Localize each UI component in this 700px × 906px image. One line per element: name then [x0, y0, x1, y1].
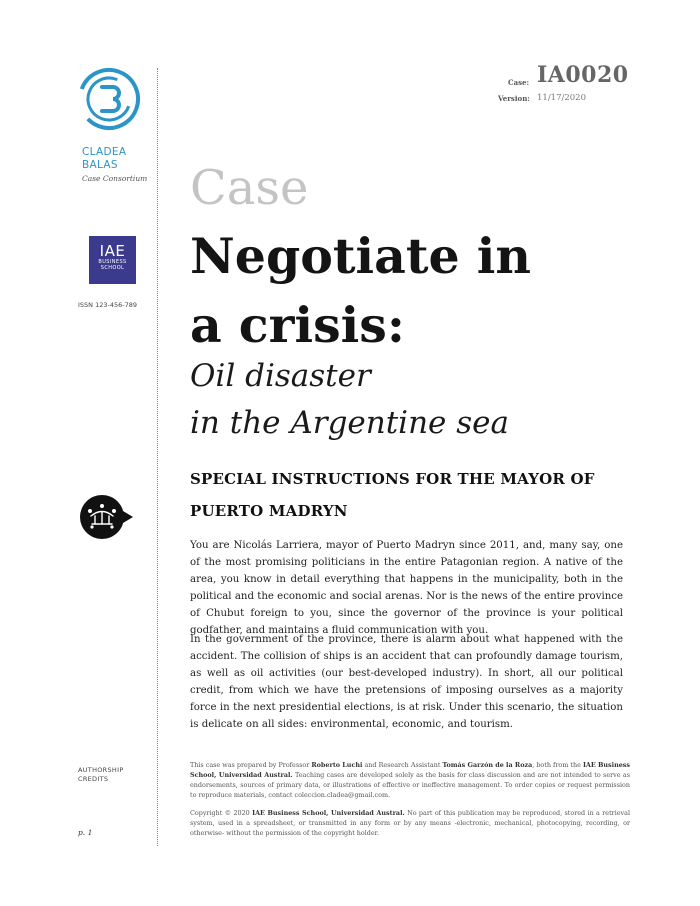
authorship-line-2: CREDITS	[78, 775, 109, 783]
authorship-credits-label	[78, 766, 148, 784]
cladea-balas-logo-icon	[76, 66, 142, 132]
subtitle-line-2: in the Argentine sea	[190, 405, 509, 441]
note-text: Teaching cases are developed solely as the basis for class discussion and are not intended to serve as endorsements, sources of primary data, or illustrations of effective or ineffective management. To order copies or request permission to reproduce materials, contact coleccion.cladea@gmail.com.	[190, 771, 630, 799]
note-author: Roberto Luchi	[311, 761, 363, 769]
note-assistant: Tomás Garzón de la Roza	[442, 761, 533, 769]
case-kicker: Case	[190, 160, 309, 216]
case-preparation-note	[190, 760, 630, 800]
copyright-note	[190, 808, 630, 838]
section-heading-line-1: SPECIAL INSTRUCTIONS FOR THE MAYOR OF	[190, 470, 595, 488]
subtitle-line-1: Oil disaster	[190, 358, 371, 394]
case-label: Case:	[508, 78, 530, 87]
body-paragraph-1: You are Nicolás Larriera, mayor of Puerto Madryn since 2011, and, many say, one of the most promising politicians in the entire Patagonian region. A native of the area, you know in detail everything that happens in the municipality, both in the political and the economic and social arenas. Nor is the news of the entire province of Chubut foreign to you, since the governor of the province is your political godfather, and maintains a fluid communication with you.	[190, 540, 623, 636]
note-school: IAE Business School, Universidad Austral.	[190, 761, 630, 779]
page-number: p. 1	[78, 828, 93, 837]
title-line-1: Negotiate in	[190, 227, 532, 285]
iae-logo	[89, 236, 136, 284]
brand-line-2: BALAS	[82, 159, 118, 171]
note-text: This case was prepared by Professor	[190, 761, 312, 769]
iae-logo-sub-1: BUSINESS	[98, 259, 127, 265]
version-label: Version:	[498, 94, 530, 103]
iae-logo-sub-2: SCHOOL	[100, 265, 125, 271]
version-value: 11/17/2020	[537, 93, 586, 103]
brand-name	[82, 146, 152, 172]
margin-dotted-rule	[157, 68, 158, 846]
copyright-school: IAE Business School, Universidad Austral.	[252, 809, 405, 817]
issn-number: ISSN 123-456-789	[78, 301, 138, 309]
negotiation-badge-icon	[79, 494, 135, 540]
note-text: , both from the	[532, 761, 583, 769]
title-line-2: a crisis:	[190, 296, 405, 354]
iae-logo-title: IAE	[99, 242, 126, 260]
authorship-line-1: AUTHORSHIP	[78, 766, 124, 774]
brand-subtitle: Case Consortium	[82, 174, 148, 183]
brand-line-1: CLADEA	[82, 146, 127, 158]
section-heading-line-2: PUERTO MADRYN	[190, 502, 348, 520]
note-text: and Research Assistant	[362, 761, 443, 769]
body-paragraph-2: In the government of the province, there is alarm about what happened with the accident. The collision of ships is an accident that can profoundly damage tourism, as well as oil activities (our best-developed industry). In short, all our political credit, from which we have the pretensions of imposing ourselves as a majority force in the next presidential elections, is at risk. Under this scenario, the situation is delicate on all sides: environmental, economic, and tourism.	[190, 634, 623, 730]
copyright-text: Copyright © 2020	[190, 809, 253, 817]
case-code: IA0020	[537, 62, 629, 88]
copyright-text: No part of this publication may be reproduced, stored in a retrieval system, used in a spreadsheet, or transmitted in any form or by any means -electronic, mechanical, photocopying, recording, or otherwise- without the permission of the copyright holder.	[190, 809, 630, 837]
